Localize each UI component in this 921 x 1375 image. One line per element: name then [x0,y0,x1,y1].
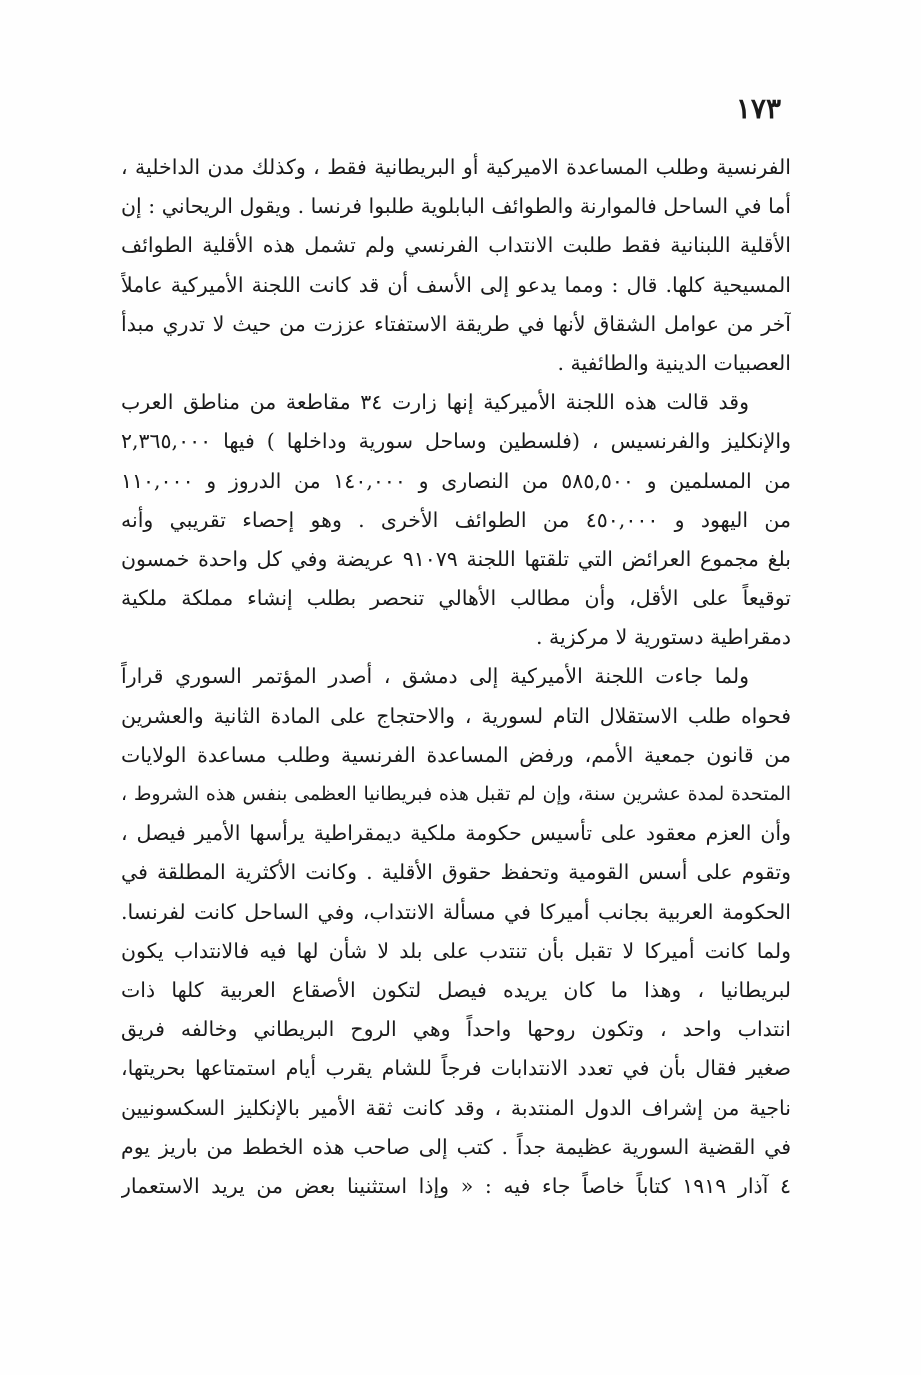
text-line: في القضية السورية عظيمة جداً . كتب إلى صاحب هذه الخطط من باريز يوم [121,1134,791,1159]
text-line: الحكومة العربية بجانب أميركا في مسألة الانتداب، وفي الساحل كانت لفرنسا. [121,899,791,924]
text-line: صغير فقال بأن في تعدد الانتدابات فرجاً للشام يقرب أيام استمتاعها بحريتها، [121,1056,791,1081]
text-line: من قانون جمعية الأمم، ورفض المساعدة الفرنسية وطلب مساعدة الولايات [121,742,791,767]
text-line: أما في الساحل فالموارنة والطوائف البابلوية طلبوا فرنسا . ويقول الريحاني : إن [121,194,791,219]
text-line: ناجية من إشراف الدول المنتدبة ، وقد كانت ثقة الأمير بالإنكليز السكسونيين [121,1095,791,1120]
text-line: العصبيات الدينية والطائفية . [557,350,791,375]
text-line: ولما جاءت اللجنة الأميركية إلى دمشق ، أصدر المؤتمر السوري قراراً [121,664,749,689]
paragraph [121,657,791,1206]
text-line: لبريطانيا ، وهذا ما كان يريده فيصل لتكون الأصقاع العربية كلها ذات [121,977,791,1002]
page-number: ١٧٣ [735,92,781,125]
body-text [121,148,791,1206]
text-line: ٤ آذار ١٩١٩ كتاباً خاصاً جاء فيه : « وإذا استثنينا بعض من يريد الاستعمار [121,1173,791,1198]
text-line: وتقوم على أسس القومية وتحفظ حقوق الأقلية . وكانت الأكثرية المطلقة في [121,860,791,885]
text-line: انتداب واحد ، وتكون روحها واحداً وهي الروح البريطاني وخالفه فريق [121,1017,791,1042]
text-line: المسيحية كلها. قال : ومما يدعو إلى الأسف أن قد كانت اللجنة الأميركية عاملاً [121,272,791,297]
text-line: الفرنسية وطلب المساعدة الاميركية أو البريطانية فقط ، وكذلك مدن الداخلية ، [121,155,791,179]
text-line: دمقراطية دستورية لا مركزية . [536,625,791,650]
text-line: بلغ مجموع العرائض التي تلقتها اللجنة ٩١٠٧٩ عريضة وفي كل واحدة خمسون [121,546,791,571]
text-line: والإنكليز والفرنسيس ، (فلسطين وساحل سورية وداخلها ) فيها ٢,٣٦٥,٠٠٠ [121,429,791,454]
text-line: من المسلمين و ٥٨٥,٥٠٠ من النصارى و ١٤٠,٠٠٠ من الدروز و ١١٠,٠٠٠ [121,468,791,493]
text-line: توقيعاً على الأقل، وأن مطالب الأهالي تنحصر بطلب إنشاء مملكة ملكية [121,586,791,611]
text-line: وقد قالت هذه اللجنة الأميركية إنها زارت ٣٤ مقاطعة من مناطق العرب [121,390,749,415]
paragraph [121,148,791,383]
text-line: آخر من عوامل الشقاق لأنها في طريقة الاستفتاء عززت من حيث لا تدري مبدأ [121,311,791,336]
paragraph [121,383,791,657]
text-line: فحواه طلب الاستقلال التام لسورية ، والاحتجاج على المادة الثانية والعشرين [121,703,791,728]
text-line: من اليهود و ٤٥٠,٠٠٠ من الطوائف الأخرى . وهو إحصاء تقريبي وأنه [121,507,791,532]
text-line: وأن العزم معقود على تأسيس حكومة ملكية ديمقراطية يرأسها الأمير فيصل ، [121,821,791,846]
text-line: الأقلية اللبنانية فقط طلبت الانتداب الفرنسي ولم تشمل هذه الأقلية الطوائف [121,233,791,258]
text-line: ولما كانت أميركا لا تقبل بأن تنتدب على بلد لا شأن لها فيه فالانتداب يكون [121,938,791,963]
text-line: المتحدة لمدة عشرين سنة، وإن لم تقبل هذه فبريطانيا العظمى بنفس هذه الشروط ، [121,783,791,805]
